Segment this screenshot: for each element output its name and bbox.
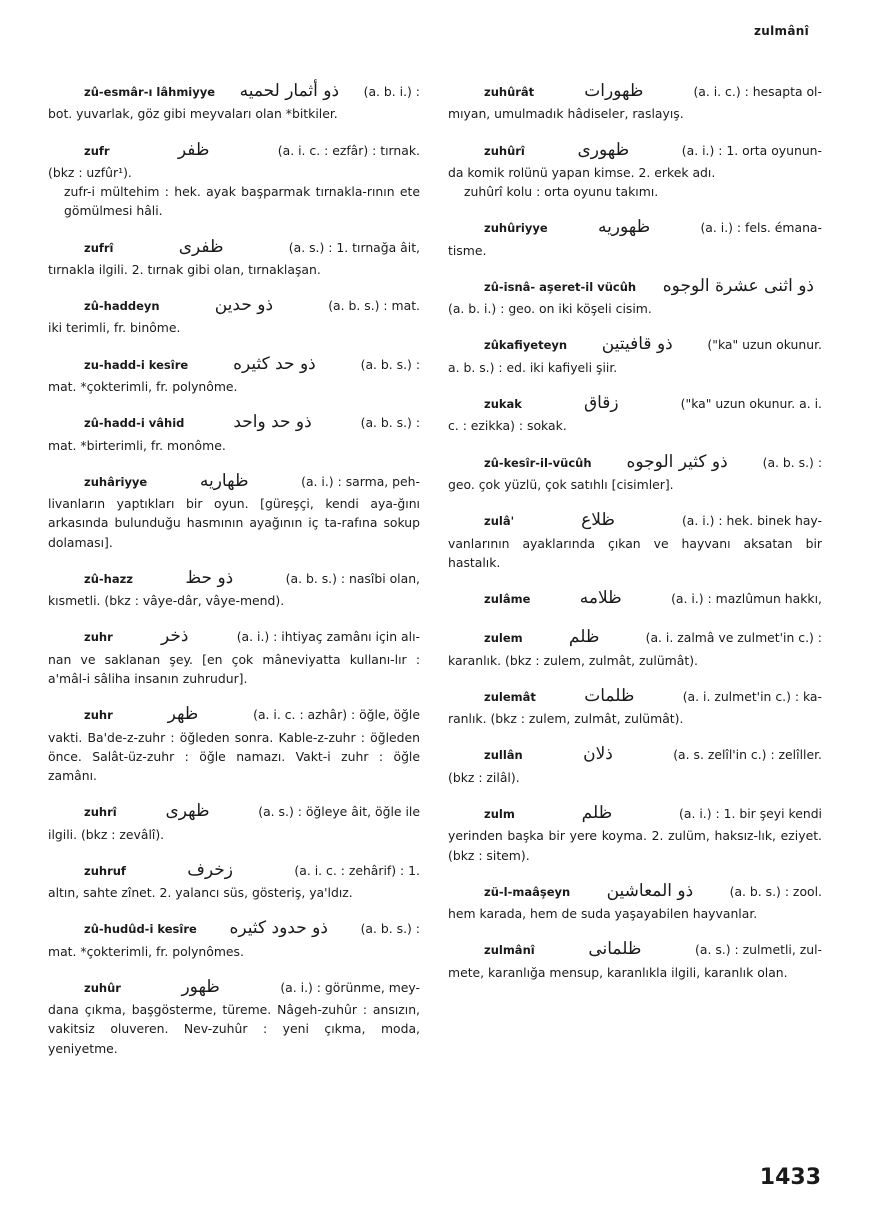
grammar-and-definition-start: (a. i.) : fels. émana- — [700, 220, 822, 236]
definition-text: livanların yaptıkları bir oyun. [güreşçi, kendi aya-ğını arkasında bulunduğu hasmının ayağının iç ta-rafına sokup dolaması]. — [48, 496, 420, 550]
entry-heading-line — [448, 624, 822, 650]
sub-entry: zufr-i mültehim : hek. ayak başparmak tırnakla-rının ete gömülmesi hâli. — [64, 184, 420, 219]
dictionary-entry — [448, 390, 822, 436]
dictionary-entry — [448, 507, 822, 572]
dictionary-entry — [48, 915, 420, 961]
definition-text: mat. *çokterimli, fr. polynômes. — [48, 943, 244, 959]
dictionary-entry — [48, 798, 420, 844]
arabic-script: ذخر — [161, 626, 189, 647]
arabic-script: ظلاع — [581, 510, 615, 531]
headword: zuhr — [84, 708, 113, 723]
entry-heading-line — [48, 409, 420, 435]
grammar-and-definition-start: (a. i.) : sarma, peh- — [301, 473, 420, 489]
dictionary-entry — [48, 351, 420, 397]
grammar-and-definition-start: (a. b. s.) : — [360, 921, 420, 937]
grammar-and-definition-start: (a. i.) : ihtiyaç zamânı için alı- — [236, 629, 420, 645]
entry-heading-line — [448, 741, 822, 767]
entry-heading-line — [448, 507, 822, 533]
entry-heading-line — [48, 292, 420, 318]
definition-text: altın, sahte zînet. 2. yalancı süs, gösteriş, ya'ldız. — [48, 885, 353, 901]
entry-heading-line — [48, 78, 420, 104]
dictionary-entry — [448, 273, 822, 319]
entry-heading-line — [48, 857, 420, 883]
dictionary-entry — [448, 78, 822, 124]
dictionary-entry — [448, 878, 822, 924]
definition-text: dana çıkma, başgösterme, türeme. Nâgeh-zuhûr : ansızın, vakitsiz oluveren. Nev-zuhûr : yeni çıkma, moda, yeniyetme. — [48, 1002, 420, 1056]
arabic-script: ظهورى — [577, 139, 630, 160]
headword: zû-kesîr-il-vücûh — [484, 455, 592, 470]
definition-text: kısmetli. (bkz : vâye-dâr, vâye-mend). — [48, 593, 285, 609]
headword: zuhâriyye — [84, 474, 148, 489]
headword: zû-hudûd-i kesîre — [84, 922, 197, 937]
entry-heading-line — [448, 137, 822, 163]
arabic-script: ظلم — [581, 802, 613, 823]
headword: zu-hadd-i kesîre — [84, 357, 189, 372]
headword: zuhr — [84, 630, 113, 645]
grammar-and-definition-start: (a. i.) : görünme, mey- — [280, 979, 420, 995]
entry-heading-line — [448, 936, 822, 962]
page-number: 1433 — [759, 1164, 821, 1190]
definition-text: vakti. Ba'de-z-zuhr : öğleden sonra. Kable-z-zuhr : öğleden önce. Salât-üz-zuhr : öğle namazı. Vakt-i zuhr : öğle zamânı. — [48, 729, 420, 783]
entry-heading-line — [48, 798, 420, 824]
grammar-and-definition-start: (a. i.) : hek. binek hay- — [681, 513, 822, 529]
entry-heading-line — [48, 234, 420, 260]
entry-heading-line — [48, 701, 420, 727]
arabic-script: ظهوريه — [597, 217, 651, 238]
headword: zulm — [484, 806, 515, 821]
definition-text: (bkz : uzfûr¹). — [48, 164, 132, 180]
definition-text: c. : ezikka) : sokak. — [448, 418, 567, 434]
headword: zukak — [484, 397, 522, 412]
headword: zû-hadd-i vâhid — [84, 416, 185, 431]
headword: zuhûriyye — [484, 221, 548, 236]
arabic-script: زخرف — [187, 859, 234, 880]
entry-heading-line — [48, 974, 420, 1000]
entry-heading-line — [48, 351, 420, 377]
arabic-script: ظهورات — [584, 81, 644, 101]
dictionary-entry — [48, 701, 420, 785]
headword: zuhûrât — [484, 85, 535, 99]
headword: zûkafiyeteyn — [484, 338, 568, 353]
arabic-script: زقاق — [583, 393, 619, 414]
definition-text: tisme. — [448, 242, 487, 258]
dictionary-entry — [448, 449, 822, 495]
dictionary-entry — [448, 741, 822, 787]
headword: zulmânî — [484, 943, 535, 958]
definition-text: bot. yuvarlak, göz gibi meyvaları olan *bitkiler. — [48, 106, 338, 122]
definition-text: mat. *çokterimli, fr. polynôme. — [48, 379, 238, 395]
grammar-and-definition-start: (a. i.) : 1. orta oyunun- — [681, 142, 822, 158]
right-column — [448, 78, 822, 995]
running-header: zulmânî — [754, 24, 809, 38]
dictionary-entry — [48, 292, 420, 338]
entry-heading-line — [448, 449, 822, 475]
grammar-and-definition-start: (a. i. c. : zehârif) : 1. — [294, 862, 420, 878]
grammar-and-definition-start: (a. i.) : 1. bir şeyi kendi — [679, 805, 822, 821]
arabic-script: ظهرى — [165, 801, 210, 822]
grammar-and-definition-start: (a. b. s.) : zool. — [729, 883, 822, 899]
grammar-and-definition-start: (a. b. s.) : — [360, 356, 420, 372]
headword: zû-esmâr-ı lâhmiyye — [84, 85, 216, 99]
arabic-script: ظهاريه — [199, 470, 249, 491]
entry-heading-line — [448, 331, 822, 357]
definition-text: (bkz : zilâl). — [448, 769, 520, 785]
arabic-script: ذو حد كثيره — [233, 353, 316, 374]
definition-text: mete, karanlığa mensup, karanlıkla ilgili, karanlık olan. — [448, 964, 788, 980]
arabic-script: ظفر — [177, 139, 210, 160]
definition-text: da komik rolünü yapan kimse. 2. erkek adı. — [448, 164, 716, 180]
headword: zû-haddeyn — [84, 299, 160, 314]
arabic-script: ظلمات — [584, 685, 635, 706]
left-column — [48, 78, 420, 1071]
headword: zuhûr — [84, 980, 121, 995]
grammar-and-definition-start: (a. i. zulmet'in c.) : ka- — [682, 688, 822, 704]
entry-heading-line — [448, 683, 822, 709]
sub-entry: zuhûrî kolu : orta oyunu takımı. — [464, 184, 659, 200]
definition-text: nan ve saklanan şey. [en çok mâneviyatta kullanı-lır : a'mâl-i sâliha insanın zuhrudur]. — [48, 651, 420, 686]
dictionary-entry — [48, 409, 420, 455]
entry-heading-line — [48, 137, 420, 163]
definition-text: ilgili. (bkz : zevâlî). — [48, 826, 165, 842]
grammar-and-definition-start: ("ka" uzun okunur. — [707, 337, 822, 353]
dictionary-entry — [448, 683, 822, 729]
headword: zû-isnâ- aşeret-il vücûh — [484, 279, 637, 294]
dictionary-entry — [448, 624, 822, 670]
headword: zufr — [84, 143, 110, 158]
grammar-and-definition-start: (a. s.) : zulmetli, zul- — [695, 942, 822, 958]
arabic-script: ذو المعاشين — [606, 880, 694, 901]
entry-heading-line — [48, 565, 420, 591]
entry-heading-line — [48, 468, 420, 494]
arabic-script: ظلامه — [579, 587, 622, 608]
definition-text: a. b. s.) : ed. iki kafiyeli şiir. — [448, 359, 618, 375]
entry-heading-line — [448, 878, 822, 904]
definition-text: yerinden başka bir yere koyma. 2. zulüm, haksız-lık, eziyet. (bkz : sitem). — [448, 828, 822, 863]
arabic-script: ظفرى — [178, 236, 224, 257]
arabic-script: ظلم — [568, 627, 600, 648]
grammar-and-definition-start: (a. b. s.) : — [360, 415, 420, 431]
grammar-and-definition-start: (a. b. s.) : — [762, 454, 822, 470]
grammar-and-definition-start: (a. s.) : 1. tırnağa âit, — [288, 239, 420, 255]
entry-heading-line — [48, 623, 420, 649]
headword: zullân — [484, 748, 523, 763]
entry-heading-line — [448, 390, 822, 416]
grammar-and-definition-start: (a. s. zelîl'in c.) : zelîller. — [673, 747, 822, 763]
grammar-and-definition-start: (a. b. s.) : nasîbi olan, — [285, 570, 420, 586]
headword: zulemât — [484, 689, 536, 704]
entry-heading-line — [448, 78, 822, 104]
dictionary-entry — [448, 331, 822, 377]
definition-text: hem karada, hem de suda yaşayabilen hayvanlar. — [448, 906, 758, 922]
grammar-and-definition-start: (a. b. s.) : mat. — [328, 298, 420, 314]
dictionary-entry — [48, 137, 420, 221]
definition-text: mat. *birterimli, fr. monôme. — [48, 437, 226, 453]
arabic-script: ظهور — [181, 976, 220, 997]
dictionary-entry — [48, 974, 420, 1058]
arabic-script: ذو أثمار لحميه — [239, 81, 340, 101]
headword: zuhruf — [84, 863, 126, 878]
dictionary-entry — [48, 78, 420, 124]
definition-text: geo. çok yüzlü, çok satıhlı [cisimler]. — [448, 476, 674, 492]
arabic-script: ذلان — [583, 744, 613, 765]
headword: zü-l-maâşeyn — [484, 884, 571, 899]
grammar-and-definition-start: (a. i.) : mazlûmun hakkı, — [671, 590, 822, 606]
headword: zulâ' — [484, 514, 515, 529]
grammar-and-definition-start: (a. i. c.) : hesapta ol- — [693, 84, 822, 99]
headword: zuhrî — [84, 805, 117, 820]
entry-heading-line — [448, 273, 822, 299]
definition-text: tırnakla ilgili. 2. tırnak gibi olan, tırnaklaşan. — [48, 261, 321, 277]
definition-text: iki terimli, fr. binôme. — [48, 320, 181, 336]
headword: zufrî — [84, 240, 114, 255]
arabic-script: ذو كثير الوجوه — [626, 451, 728, 472]
arabic-script: ذو حظ — [185, 567, 234, 588]
arabic-script: ذو حدود كثيره — [229, 918, 328, 939]
headword: zuhûrî — [484, 143, 525, 158]
entry-heading-line — [448, 800, 822, 826]
dictionary-entry — [448, 800, 822, 865]
dictionary-entry — [448, 137, 822, 202]
arabic-script: ذو حد واحد — [233, 412, 312, 433]
definition-text: vanlarının ayaklarında çıkan ve hayvanı aksatan bir hastalık. — [448, 535, 822, 570]
arabic-script: ذو حدين — [214, 295, 274, 316]
definition-text: (a. b. i.) : geo. on iki köşeli cisim. — [448, 301, 652, 317]
dictionary-entry — [448, 214, 822, 260]
entry-heading-line — [448, 214, 822, 240]
dictionary-entry — [48, 234, 420, 280]
definition-text: ranlık. (bkz : zulem, zulmât, zulümât). — [448, 711, 684, 727]
grammar-and-definition-start: (a. i. c. : ezfâr) : tırnak. — [277, 142, 420, 158]
definition-text: mıyan, umulmadık hâdiseler, raslayış. — [448, 106, 684, 122]
grammar-and-definition-start: (a. s.) : öğleye âit, öğle ile — [258, 804, 420, 820]
dictionary-entry — [48, 565, 420, 611]
dictionary-entry — [48, 857, 420, 903]
headword: zulâme — [484, 591, 531, 606]
arabic-script: ظهر — [167, 704, 199, 725]
dictionary-entry — [448, 936, 822, 982]
headword: zû-hazz — [84, 571, 133, 586]
arabic-script: ظلمانى — [588, 939, 642, 960]
grammar-and-definition-start: ("ka" uzun okunur. a. i. — [680, 396, 822, 412]
entry-heading-line — [448, 585, 822, 611]
entry-heading-line — [48, 915, 420, 941]
grammar-and-definition-start: (a. i. zalmâ ve zulmet'in c.) : — [645, 630, 822, 646]
dictionary-entry — [48, 623, 420, 688]
grammar-and-definition-start: (a. i. c. : azhâr) : öğle, öğle — [253, 707, 420, 723]
arabic-script: ذو اثنى عشرة الوجوه — [662, 275, 814, 296]
headword: zulem — [484, 631, 523, 646]
dictionary-entry — [48, 468, 420, 552]
grammar-and-definition-start: (a. b. i.) : — [363, 84, 420, 99]
definition-text: karanlık. (bkz : zulem, zulmât, zulümât). — [448, 652, 698, 668]
arabic-script: ذو قافيتين — [601, 334, 673, 355]
dictionary-entry — [448, 585, 822, 611]
